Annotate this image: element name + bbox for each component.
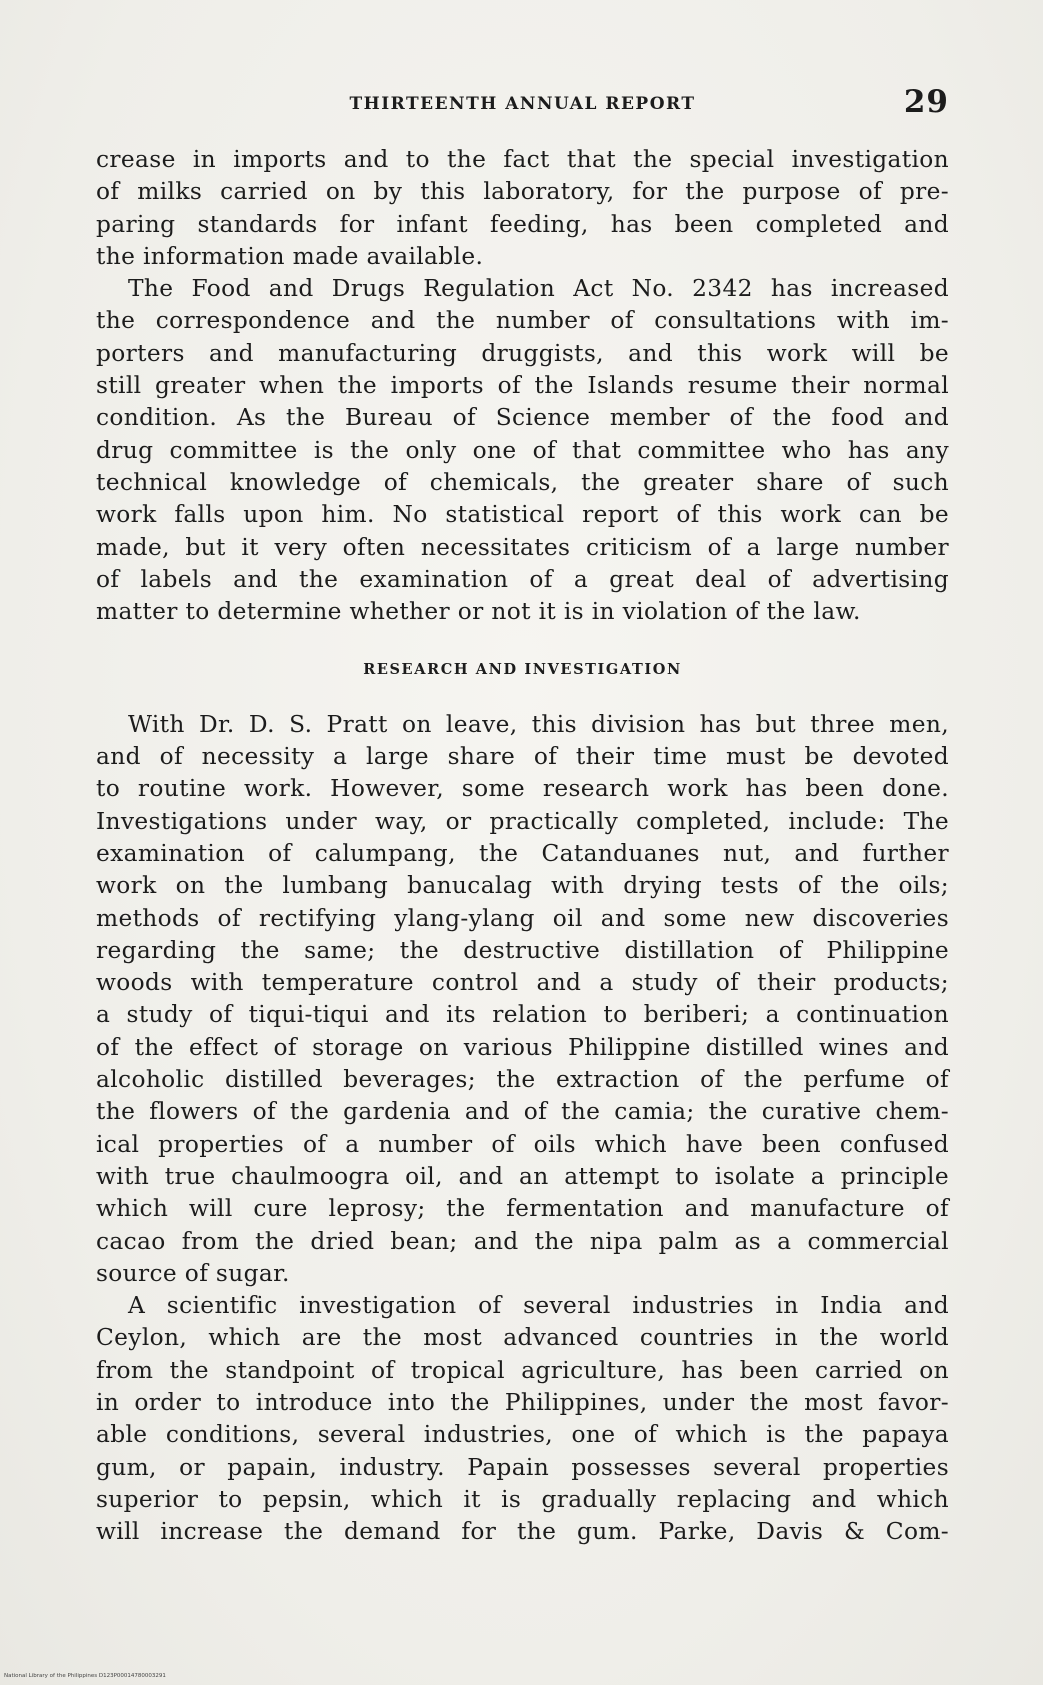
text-line: methods of rectifying ylang-ylang oil and some new discoveries — [96, 904, 949, 932]
text-line: Investigations under way, or practically completed, include: The — [96, 807, 949, 835]
text-line: of milks carried on by this laboratory, for the purpose of pre- — [96, 178, 949, 206]
running-title: THIRTEENTH ANNUAL REPORT — [349, 94, 696, 114]
text-line: and of necessity a large share of their time must be devoted — [96, 743, 949, 771]
text-line: still greater when the imports of the Islands resume their normal — [96, 372, 949, 400]
running-header — [96, 84, 949, 128]
text-line: matter to determine whether or not it is in violation of the law. — [96, 598, 861, 626]
text-line: paring standards for infant feeding, has been completed and — [96, 210, 949, 238]
body-text — [96, 144, 949, 1548]
text-line: regarding the same; the destructive distillation of Philippine — [96, 936, 949, 964]
text-line: technical knowledge of chemicals, the greater share of such — [96, 468, 949, 496]
paragraphs-after-heading — [96, 709, 949, 1549]
text-line: condition. As the Bureau of Science member of the food and — [96, 404, 949, 432]
text-line: with true chaulmoogra oil, and an attempt to isolate a principle — [96, 1162, 949, 1190]
page-number: 29 — [903, 84, 949, 120]
text-line: cacao from the dried bean; and the nipa palm as a commercial — [96, 1227, 949, 1255]
paragraph — [96, 273, 949, 628]
paragraph — [96, 709, 949, 1290]
text-line: from the standpoint of tropical agriculture, has been carried on — [96, 1356, 949, 1384]
text-line: crease in imports and to the fact that the special investigation — [96, 146, 949, 173]
scan-footer-note: National Library of the Philippines D123P00014780003291 — [4, 1673, 166, 1679]
text-line: With Dr. D. S. Pratt on leave, this division has but three men, — [128, 710, 949, 738]
text-line: will increase the demand for the gum. Parke, Davis & Com- — [96, 1518, 949, 1546]
text-line: gum, or papain, industry. Papain possesses several properties — [96, 1453, 949, 1481]
text-line: source of sugar. — [96, 1259, 290, 1287]
text-line: of the effect of storage on various Philippine distilled wines and — [96, 1033, 949, 1061]
text-line: work on the lumbang banucalag with drying tests of the oils; — [96, 872, 949, 900]
text-line: Ceylon, which are the most advanced countries in the world — [96, 1324, 949, 1352]
text-line: The Food and Drugs Regulation Act No. 2342 has increased — [128, 275, 949, 303]
text-line: able conditions, several industries, one of which is the papaya — [96, 1421, 949, 1449]
text-line: alcoholic distilled beverages; the extraction of the perfume of — [96, 1066, 949, 1094]
text-line: ical properties of a number of oils which have been confused — [96, 1130, 949, 1158]
paragraph — [96, 1290, 949, 1548]
text-line: drug committee is the only one of that committee who has any — [96, 436, 949, 464]
text-line: superior to pepsin, which it is gradually replacing and which — [96, 1485, 949, 1513]
text-line: woods with temperature control and a study of their products; — [96, 969, 949, 997]
text-line: A scientific investigation of several industries in India and — [128, 1292, 949, 1320]
text-line: made, but it very often necessitates criticism of a large number — [96, 533, 949, 561]
text-line: porters and manufacturing druggists, and this work will be — [96, 339, 949, 367]
text-line: the correspondence and the number of consultations with im- — [96, 307, 949, 335]
text-line: examination of calumpang, the Catanduanes nut, and further — [96, 839, 949, 867]
text-line: work falls upon him. No statistical report of this work can be — [96, 501, 949, 529]
text-line: the information made available. — [96, 242, 484, 270]
paragraphs-before-heading — [96, 144, 949, 628]
paragraph — [96, 144, 949, 273]
text-line: a study of tiqui-tiqui and its relation to beriberi; a continuation — [96, 1001, 949, 1029]
text-line: which will cure leprosy; the fermentation and manufacture of — [96, 1195, 949, 1223]
text-line: of labels and the examination of a great deal of advertising — [96, 565, 949, 593]
text-line: the flowers of the gardenia and of the camia; the curative chem- — [96, 1098, 949, 1126]
text-line: to routine work. However, some research work has been done. — [96, 775, 949, 803]
text-line: in order to introduce into the Philippines, under the most favor- — [96, 1388, 949, 1416]
section-heading: RESEARCH AND INVESTIGATION — [363, 661, 682, 679]
